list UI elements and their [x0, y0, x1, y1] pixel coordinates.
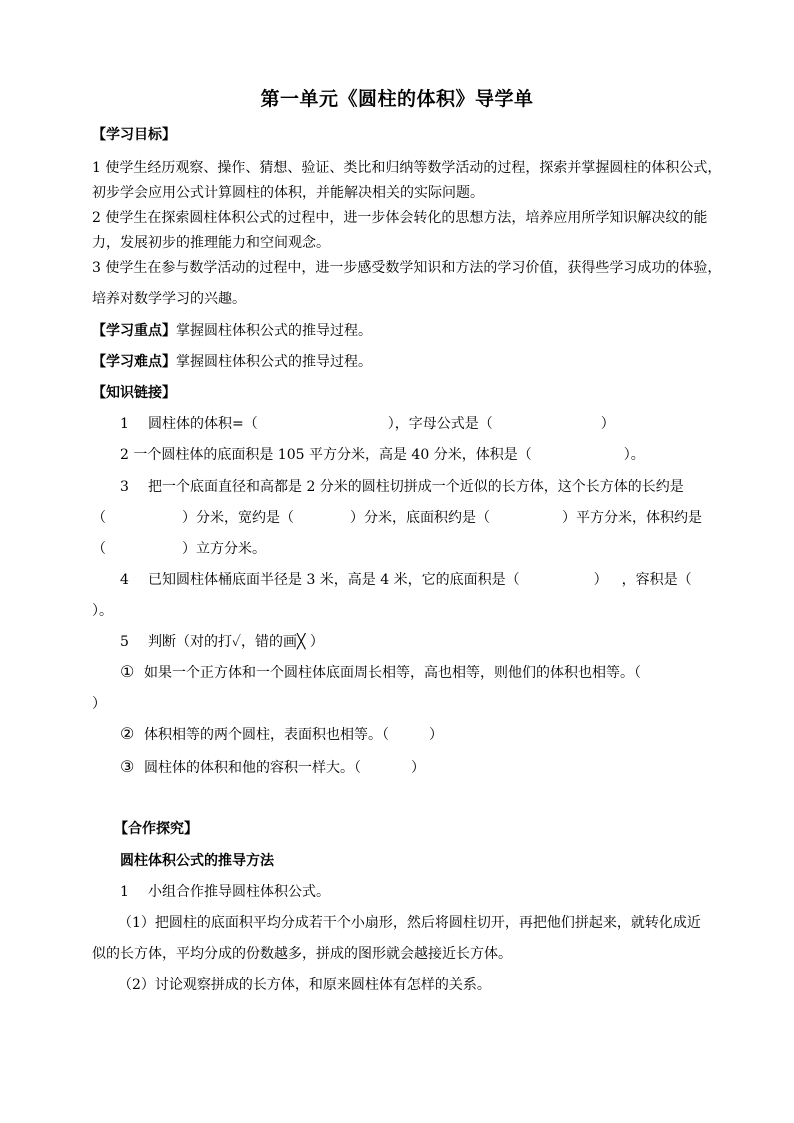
- question-5: [120, 631, 324, 651]
- question-4-part-c: ，容积是（: [621, 572, 692, 588]
- explore-heading: 【合作探究】: [114, 821, 198, 837]
- objectives-heading: 【学习目标】: [92, 127, 176, 143]
- question-2: [120, 444, 645, 464]
- question-4-line-2: ）。: [92, 603, 113, 619]
- question-3-part-d: ）平方分米，体积约是: [562, 510, 702, 526]
- judgment-2-text: 体积相等的两个圆柱，表面积也相等。（: [144, 727, 389, 743]
- judgment-3-end: ）: [411, 760, 425, 776]
- objective-1-line-1: 1 使学生经历观察、操作、猜想、验证、类比和归纳等数学活动的过程，探索并掌握圆柱的体积公式，: [92, 160, 722, 176]
- question-2-text: 2 一个圆柱体的底面积是 105 平方分米，高是 40 分米，体积是（: [120, 447, 532, 463]
- key-point-text: 掌握圆柱体积公式的推导过程。: [176, 323, 372, 339]
- question-1-number: 1: [120, 416, 129, 432]
- judgment-1-line-2: ）: [92, 696, 106, 712]
- question-3-line-3: [92, 538, 266, 558]
- difficulty-text: 掌握圆柱体积公式的推导过程。: [176, 354, 372, 370]
- question-3-paren-1: （: [92, 510, 106, 526]
- question-1: [120, 413, 615, 433]
- question-4-number: 4: [120, 572, 129, 588]
- question-3-line-1: [120, 476, 684, 496]
- explore-step-1-text: 小组合作推导圆柱体积公式。: [148, 884, 330, 900]
- objective-3-line-2: 培养对数学学习的兴趣。: [92, 291, 246, 307]
- knowledge-heading: 【知识链接】: [92, 385, 176, 401]
- question-3-paren-4: （: [92, 541, 106, 557]
- explore-subheading: 圆柱体积公式的推导方法: [120, 853, 274, 869]
- judgment-1-text: 如果一个正方体和一个圆柱体底面周长相等，高也相等，则他们的体积也相等。（: [144, 665, 641, 681]
- judgment-2: [120, 724, 443, 744]
- question-3-line-2: [92, 507, 702, 527]
- question-3-part-b: ）分米，宽约是（: [182, 510, 294, 526]
- question-3-part-c: ）分米，底面积约是（: [350, 510, 490, 526]
- objective-2-line-1: 2 使学生在探索圆柱体积公式的过程中，进一步体会转化的思想方法，培养应用所学知识解决纹的能: [92, 210, 708, 226]
- question-4-line-1: [120, 569, 692, 589]
- question-1-part-b: ），字母公式是（: [387, 416, 493, 432]
- objective-1-line-2: 初步学会应用公式计算圆柱的体积，并能解决相关的实际问题。: [92, 185, 484, 201]
- judgment-2-marker: ②: [120, 724, 135, 743]
- judgment-3-marker: ③: [120, 757, 135, 776]
- question-2-end: ）。: [623, 447, 645, 463]
- judgment-1: [120, 662, 641, 682]
- explore-step-1-number: 1: [120, 884, 129, 900]
- question-5-text: 判断（对的打✓，错的画╳ ）: [148, 634, 324, 650]
- objective-3-line-1: 3 使学生在参与数学活动的过程中，进一步感受数学知识和方法的学习价值，获得些学习成功的体验，: [92, 260, 722, 276]
- key-point-label: 【学习重点】: [92, 323, 176, 339]
- objective-2-line-2: 力，发展初步的推理能力和空间观念。: [92, 235, 330, 251]
- question-1-part-c: ）: [600, 416, 615, 432]
- key-point: [92, 320, 372, 340]
- explore-paragraph-2: （2）讨论观察拼成的长方体，和原来圆柱体有怎样的关系。: [118, 977, 491, 993]
- judgment-3-text: 圆柱体的体积和他的容积一样大。（: [144, 760, 361, 776]
- difficulty: [92, 351, 372, 371]
- difficulty-label: 【学习难点】: [92, 354, 176, 370]
- question-4-part-b: ）: [593, 572, 608, 588]
- explore-paragraph-1-line-1: （1）把圆柱的底面积平均分成若干个小扇形，然后将圆柱切开，再把他们拼起来，就转化成近: [118, 915, 701, 931]
- judgment-2-end: ）: [429, 727, 443, 743]
- judgment-1-marker: ①: [120, 662, 135, 681]
- explore-paragraph-1-line-2: 似的长方体，平均分成的份数越多，拼成的图形就会越接近长方体。: [92, 946, 512, 962]
- explore-step-1: [120, 881, 330, 901]
- question-3-text: 把一个底面直径和高都是 2 分米的圆柱切拼成一个近似的长方体，这个长方体的长约是: [148, 479, 684, 495]
- judgment-3: [120, 757, 425, 777]
- question-3-number: 3: [120, 479, 129, 495]
- question-5-number: 5: [120, 634, 129, 650]
- page-title: 第一单元《圆柱的体积》导学单: [260, 88, 534, 110]
- question-4-part-a: 已知圆柱体桶底面半径是 3 米，高是 4 米，它的底面积是（: [148, 572, 520, 588]
- question-1-part-a: 圆柱体的体积=（: [148, 416, 258, 432]
- question-3-part-e: ）立方分米。: [182, 541, 266, 557]
